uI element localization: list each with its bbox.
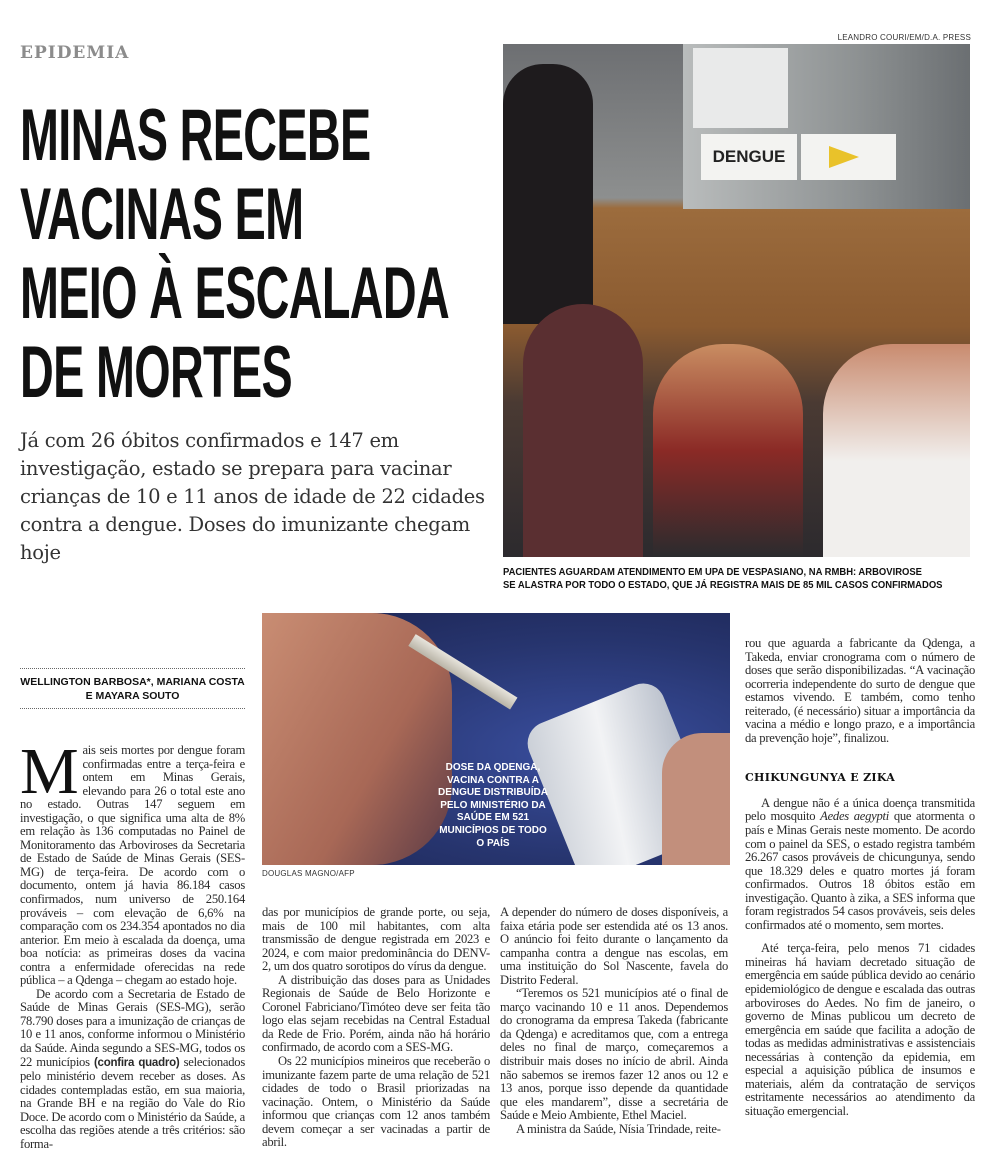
paragraph-text: selecionados pelo ministério devem receber as doses. As cidades contempladas estão, em sua maioria, na Grande BH e na região do Vale do Rio Doce. De acordo com o Ministério da Saúde, a escolha das regiões atende a três critérios: são forma- xyxy=(20,1054,245,1151)
caption-line: SE ALASTRA POR TODO O ESTADO, QUE JÁ REGISTRA MAIS DE 85 MIL CASOS CONFIRMADOS xyxy=(503,579,943,591)
paragraph xyxy=(20,735,245,988)
headline-line: MEIO À ESCALADA xyxy=(20,253,450,334)
paragraph xyxy=(745,797,975,932)
drop-cap: M xyxy=(20,735,79,808)
caption-line: PACIENTES AGUARDAM ATENDIMENTO EM UPA DE VESPASIANO, NA RMBH: ARBOVIROSE xyxy=(503,566,922,578)
column-4 xyxy=(745,637,975,1119)
column-3 xyxy=(500,906,728,1136)
paragraph: A depender do número de doses disponíveis, a faixa etária pode ser estendida até os 13 anos. O anúncio foi feito durante o lançamento da campanha contra a dengue nas escolas, em uma instituição do Sol Nascente, favela do Distrito Federal. xyxy=(500,905,728,987)
column-2 xyxy=(262,906,490,1150)
photo2-overlay-caption: DOSE DA QDENGA, VACINA CONTRA A DENGUE DISTRIBUÍDA PELO MINISTÉRIO DA SAÚDE EM 521 MUNICÍPIOS DE TODO O PAÍS xyxy=(438,762,549,849)
paragraph: rou que aguarda a fabricante da Qdenga, a Takeda, enviar cronograma com o número de doses que serão disponibilizadas. “A vacinação ocorreria independente do surto de dengue que estamos vivendo. E também, como tenho reiterado, (é necessário) situar a importância da vacina a médio e longo prazo, e a importância da prevenção hoje”, finalizou. xyxy=(745,636,975,745)
photo1-caption xyxy=(503,566,942,592)
species-name: Aedes aegypti xyxy=(820,809,890,824)
standing-person xyxy=(503,64,593,324)
seated-woman-mask xyxy=(653,344,803,557)
byline: WELLINGTON BARBOSA*, MARIANA COSTA E MAYARA SOUTO xyxy=(20,668,245,709)
headline xyxy=(20,96,500,412)
paragraph: Os 22 municípios mineiros que receberão o imunizante fazem parte de uma relação de 521 cidades de todo o Brasil priorizadas na vacinação. Ontem, o Ministério da Saúde informou que crianças com 12 anos também devem começar a ser vacinadas a partir de abril. xyxy=(262,1054,490,1150)
headline-line: VACINAS EM xyxy=(20,174,304,255)
column-1 xyxy=(20,735,245,1151)
paragraph: Até terça-feira, pelo menos 71 cidades mineiras há haviam decretado situação de emergência em saúde pública devido ao cenário epidemiológico de dengue e escalada das outras arboviroses do Aedes. No fim de janeiro, o governo de Minas publicou um decreto de emergência em saúde que facilita a adoção de todas as medidas administrativas e assistenciais necessárias à contenção da epidemia, em especial a aquisição pública de insumos e materiais, além da contratação de serviços estritamente necessários ao atendimento da situação emergencial. xyxy=(745,941,975,1118)
deck: Já com 26 óbitos confirmados e 147 em investigação, estado se prepara para vacinar crianças de 10 e 11 anos de idade de 22 cidades contra a dengue. Doses do imunizante chegam hoje xyxy=(20,429,485,564)
section-label: EPIDEMIA xyxy=(20,43,130,63)
paragraph: A ministra da Saúde, Nísia Trindade, reite- xyxy=(516,1121,721,1136)
paragraph: A distribuição das doses para as Unidades Regionais de Saúde de Belo Horizonte e Coronel Fabriciano/Timóteo deve ser feita tão logo elas sejam recebidas na Central Estadual da Rede de Frio. Porém, ainda não há horário confirmado, de acordo com a SES-MG. xyxy=(262,972,490,1055)
paragraph xyxy=(20,988,245,1152)
paragraph: “Teremos os 521 municípios até o final de março vacinando 10 e 11 anos. Dependemos do cronograma da empresa Takeda (fabricante da Qdenga) e acreditamos que, com a entrega deles no final de março, começaremos a distribuir mais doses no início de abril. Ainda não sabemos se iremos fazer 12 anos ou 12 e 13 anos, porque isso depende da quantidade que eles mandarem”, disse a secretária de Saúde e Meio Ambiente, Ethel Maciel. xyxy=(500,986,728,1123)
seated-man xyxy=(823,344,970,557)
photo2-credit: DOUGLAS MAGNO/AFP xyxy=(262,869,355,878)
headline-line: MINAS RECEBE xyxy=(20,95,371,176)
seated-woman xyxy=(523,304,643,557)
photo-upa-patients xyxy=(503,44,970,557)
headline-line: DE MORTES xyxy=(20,332,292,413)
paragraph-text: ais seis mortes por dengue foram confirmadas entre a terça-feira e ontem em Minas Gerais, elevando para 26 o total este ano no estado. Outras 147 seguem em investigação, o que significa uma alta de 8% em relação às 136 computadas no Painel de Monitoramento das Arboviroses da Secretaria de Estado de Saúde de Minas Gerais (SES-MG) de terça-feira. De acordo com o documento, ontem já havia 86.184 casos confirmados, num universo de 250.164 prováveis – com elevação de 6,6% na comparação com os 234.354 apontados no dia anterior. Em meio à escalada da doença, uma boa notícia: as primeiras doses da vacina contra a enfermidade oferecidas na rede pública – a Qdenga – chegam ao estado hoje. xyxy=(20,743,245,988)
subheading: CHIKUNGUNYA E ZIKA xyxy=(745,771,896,785)
arrow-sign xyxy=(801,134,896,180)
accessibility-sign xyxy=(693,48,788,128)
paragraph-text: De acordo com a Secretaria de Estado de Saúde de Minas Gerais (SES-MG), serão 78.790 doses para a imunização de crianças de 10 e 11 anos, conforme informou o Ministério da Saúde. Ainda segundo a SES-MG, todos os 22 municípios xyxy=(20,986,245,1069)
dengue-sign: DENGUE xyxy=(701,134,797,180)
see-box-reference: (confira quadro) xyxy=(93,1056,180,1069)
photo1-credit: LEANDRO COURI/EM/D.A. PRESS xyxy=(837,33,971,42)
paragraph-text: A dengue não é a única doença transmitida pelo mosquito xyxy=(745,795,975,824)
fingers xyxy=(662,733,730,865)
paragraph: das por municípios de grande porte, ou seja, mais de 100 mil habitantes, com alta transmissão de dengue registrada em 2023 e 2024, e com maior predominância do DENV-2, um dos quatro sorotipos do vírus da dengue. xyxy=(262,905,490,974)
paragraph-text: que atormenta o país e Minas Gerais neste momento. De acordo com o painel da SES, o estado registra também 26.267 casos prováveis de chicungunya, sendo que 18.329 deles e quatro mortes já foram confirmados. Outros 18 óbitos estão em investigação. Quanto à zika, a SES informa que foram registrados 54 casos prováveis, seis deles confirmados até o momento, sem mortes. xyxy=(745,809,975,932)
